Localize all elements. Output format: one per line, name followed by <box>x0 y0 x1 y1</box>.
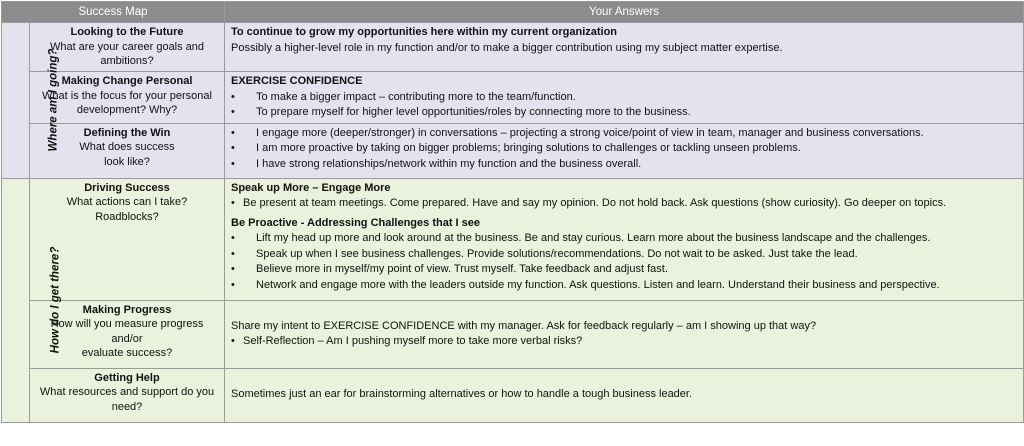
answer-subheading: Be Proactive - Addressing Challenges that I see <box>231 216 481 229</box>
answer-cell <box>225 368 1024 422</box>
table-row <box>2 178 1024 300</box>
answer-bullet-list <box>231 196 1017 212</box>
question-title: Looking to the Future <box>70 26 184 38</box>
answer-bullet-list <box>231 90 1017 121</box>
question-title: Getting Help <box>94 371 160 384</box>
question-text: What is the focus for your personal development? Why? <box>42 89 212 116</box>
question-line: What actions can I take? <box>66 196 188 208</box>
answer-text: Share my intent to EXERCISE CONFIDENCE with my manager. Ask for feedback regularly – am I showing up that way? <box>231 319 817 332</box>
section-label: Where am I going? <box>47 48 60 152</box>
question-line: What does success <box>79 141 175 153</box>
list-item: • I am more proactive by taking on bigger problems; bringing solutions to challenges or tackling unseen problems. <box>231 141 1017 157</box>
answer-cell <box>225 178 1024 300</box>
list-item: • Self-Reflection – Am I pushing myself more to take more verbal risks? <box>231 334 1017 350</box>
question-line: Roadblocks? <box>95 210 159 223</box>
question-line: look like? <box>104 155 150 168</box>
section-how-do-i-get-there <box>2 178 62 422</box>
list-item: • Speak up when I see business challenges. Provide solutions/recommendations. Do not wait to be asked. Just take the lead. <box>231 247 1017 263</box>
header-your-answers: Your Answers <box>225 2 1024 23</box>
question-cell <box>30 368 225 422</box>
table-row <box>2 368 1024 422</box>
answer-bullet-list <box>231 231 1017 293</box>
answer-heading: To continue to grow my opportunities here within my current organization <box>231 26 618 38</box>
question-title: Making Change Personal <box>61 75 193 87</box>
list-item: • Lift my head up more and look around at the business. Be and stay curious. Learn more about the business landscape and the challenges. <box>231 231 1017 247</box>
answer-bullet-list <box>231 126 1017 173</box>
answer-heading: EXERCISE CONFIDENCE <box>231 75 363 87</box>
list-item: • I engage more (deeper/stronger) in conversations – projecting a strong voice/point of view in team, manager and business conversations. <box>231 126 1017 142</box>
answer-cell <box>225 123 1024 178</box>
list-item: • I have strong relationships/network within my function and the business overall. <box>231 157 1017 173</box>
answer-text: Possibly a higher-level role in my function and/or to make a bigger contribution using my subject matter expertise. <box>231 41 783 54</box>
header-row <box>2 2 1024 23</box>
answer-cell <box>225 23 1024 72</box>
question-line: How will you measure progress <box>50 318 204 330</box>
header-success-map: Success Map <box>2 2 225 23</box>
list-item: • To make a bigger impact – contributing more to the team/function. <box>231 90 1017 106</box>
list-item: • Be present at team meetings. Come prepared. Have and say my opinion. Do not hold back. Ask questions (show curiosity). Go deeper on topics. <box>231 196 1017 212</box>
table-row <box>2 23 1024 72</box>
table-row <box>2 72 1024 124</box>
answer-bullet-list <box>231 334 1017 350</box>
question-text: What are your career goals and ambitions? <box>49 40 205 67</box>
table-row <box>2 300 1024 368</box>
answer-text: Sometimes just an ear for brainstorming alternatives or how to handle a tough business leader. <box>231 388 693 401</box>
success-map-table <box>1 1 1024 423</box>
question-title: Driving Success <box>84 181 170 194</box>
list-item: • To prepare myself for higher level opportunities/roles by connecting more to the business. <box>231 105 1017 121</box>
question-title: Defining the Win <box>83 126 171 139</box>
section-where-am-i-going <box>2 23 60 179</box>
table-row <box>2 123 1024 178</box>
list-item: • Network and engage more with the leaders outside my function. Ask questions. Listen and learn. Understand their business and perspective. <box>231 278 1017 294</box>
answer-heading: Speak up More – Engage More <box>231 181 391 194</box>
question-text: What resources and support do you need? <box>39 386 215 413</box>
answer-cell <box>225 72 1024 124</box>
question-line: and/or <box>111 332 143 345</box>
question-line: evaluate success? <box>81 347 173 359</box>
list-item: • Believe more in myself/my point of view. Trust myself. Take feedback and adjust fast. <box>231 262 1017 278</box>
question-title: Making Progress <box>82 303 172 316</box>
section-label: How do I get there? <box>49 246 62 354</box>
answer-cell <box>225 300 1024 368</box>
